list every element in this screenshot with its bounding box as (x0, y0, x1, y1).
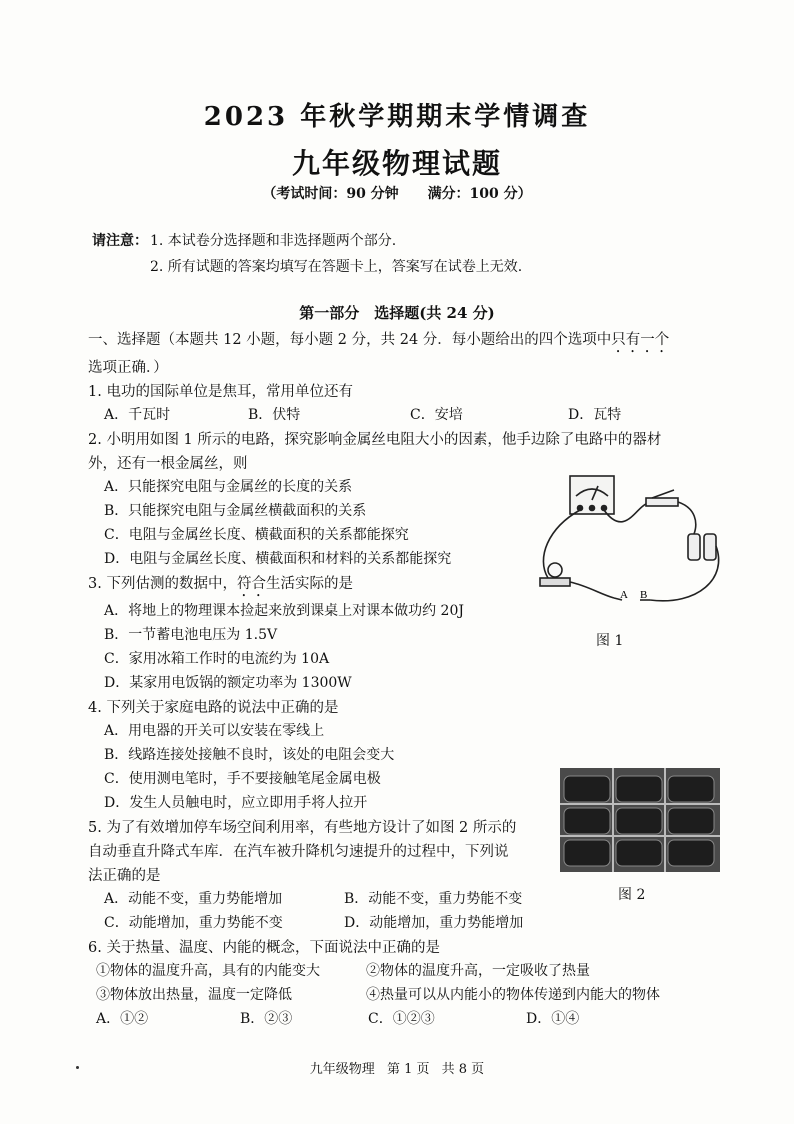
footer-total: 共 8 页 (441, 1062, 485, 1077)
exam-title: 2023 年秋学期期末学情调查 (203, 102, 591, 132)
question-5-stem-cont: 法正确的是 (88, 868, 161, 884)
notice-block (92, 228, 522, 280)
q3-option-a: A．将地上的物理课本捡起来放到课桌上对课本做功约 20J (104, 603, 464, 619)
battery-cell (688, 534, 700, 560)
terminal-b-label: B (640, 589, 648, 601)
q2-option-c: C．电阻与金属丝长度、横截面积的关系都能探究 (104, 527, 409, 543)
q6-statement-4: ④热量可以从内能小的物体传递到内能大的物体 (366, 987, 660, 1003)
q1-option-a: A．千瓦时 (104, 407, 171, 423)
circuit-figure (528, 468, 728, 616)
part-one-heading: 第一部分 选择题(共 24 分) (299, 304, 495, 322)
q4-option-a: A．用电器的开关可以安装在零线上 (104, 723, 325, 739)
page-footer (0, 1058, 794, 1077)
q4-option-b: B．线路连接处接触不良时，该处的电阻会变大 (104, 747, 395, 763)
q5-option-b: B．动能不变，重力势能不变 (344, 891, 523, 907)
q6-statement-1: ①物体的温度升高，具有的内能变大 (96, 963, 320, 979)
terminal-a-label: A (620, 589, 628, 601)
question-1-stem: 1. 电功的国际单位是焦耳，常用单位还有 (88, 384, 353, 400)
q5-option-d: D．动能增加，重力势能增加 (344, 915, 524, 931)
q1-option-b: B．伏特 (248, 407, 301, 423)
emphasis-text: 符合 (236, 576, 266, 592)
question-5-stem-cont: 自动垂直升降式车库．在汽车被升降机匀速提升的过程中，下列说 (88, 844, 509, 860)
footer-subject: 九年级物理 (309, 1062, 375, 1077)
question-3-stem: 3. 下列估测的数据中，符合生活实际的是 (88, 576, 353, 592)
notice-label: 请注意： (92, 233, 148, 249)
question-2-stem-cont: 外，还有一根金属丝，则 (88, 456, 248, 472)
q2-option-a: A．只能探究电阻与金属丝的长度的关系 (104, 479, 353, 495)
exam-score: 满分：100 分） (427, 186, 532, 202)
q4-option-d: D．发生人员触电时，应立即用手将人拉开 (104, 795, 368, 811)
emphasis-text: 只有一个 (611, 332, 670, 348)
switch (646, 498, 678, 506)
q6-option-b: B．②③ (240, 1011, 293, 1027)
q5-option-c: C．动能增加，重力势能不变 (104, 915, 283, 931)
question-4-stem: 4. 下列关于家庭电路的说法中正确的是 (88, 700, 339, 716)
figure-1-caption: 图 1 (596, 633, 624, 649)
question-2-stem: 2. 小明用如图 1 所示的电路，探究影响金属丝电阻大小的因素，他手边除了电路中的器材 (88, 432, 662, 448)
q4-option-c: C．使用测电笔时，手不要接触笔尾金属电极 (104, 771, 381, 787)
question-5-stem: 5. 为了有效增加停车场空间利用率，有些地方设计了如图 2 所示的 (88, 820, 517, 836)
q2-option-b: B．只能探究电阻与金属丝横截面积的关系 (104, 503, 367, 519)
q6-option-d: D．①④ (526, 1011, 580, 1027)
q3-option-c: C．家用冰箱工作时的电流约为 10A (104, 651, 330, 667)
q5-option-a: A．动能不变，重力势能增加 (104, 891, 283, 907)
battery-cell (704, 534, 716, 560)
footer-page: 第 1 页 (386, 1062, 430, 1077)
exam-meta (0, 183, 794, 203)
section-instruction: 一、选择题（本题共 12 小题，每小题 2 分，共 24 分．每小题给出的四个选项中只有一个 (88, 332, 670, 348)
exam-time: （考试时间：90 分钟 (262, 186, 399, 202)
q1-option-d: D．瓦特 (568, 407, 622, 423)
q6-statement-3: ③物体放出热量，温度一定降低 (96, 987, 292, 1003)
q6-statement-2: ②物体的温度升高，一定吸收了热量 (366, 963, 590, 979)
q2-option-d: D．电阻与金属丝长度、横截面积和材料的关系都能探究 (104, 551, 452, 567)
q3-option-b: B．一节蓄电池电压为 1.5V (104, 627, 278, 643)
figure-2-caption: 图 2 (618, 887, 646, 903)
exam-subject-title: 九年级物理试题 (291, 147, 502, 180)
q1-option-c: C．安培 (410, 407, 463, 423)
parking-garage-photo (560, 768, 720, 872)
notice-item: 2. 所有试题的答案均填写在答题卡上，答案写在试卷上无效. (150, 259, 523, 275)
q6-option-c: C．①②③ (368, 1011, 435, 1027)
q3-option-d: D．某家用电饭锅的额定功率为 1300W (104, 675, 352, 691)
lamp-bulb (548, 563, 562, 577)
lamp-holder (540, 578, 570, 586)
notice-item: 1. 本试卷分选择题和非选择题两个部分. (150, 233, 397, 249)
question-6-stem: 6. 关于热量、温度、内能的概念，下面说法中正确的是 (88, 940, 440, 956)
section-instruction-cont: 选项正确．） (88, 360, 168, 376)
q6-option-a: A．①② (96, 1011, 149, 1027)
